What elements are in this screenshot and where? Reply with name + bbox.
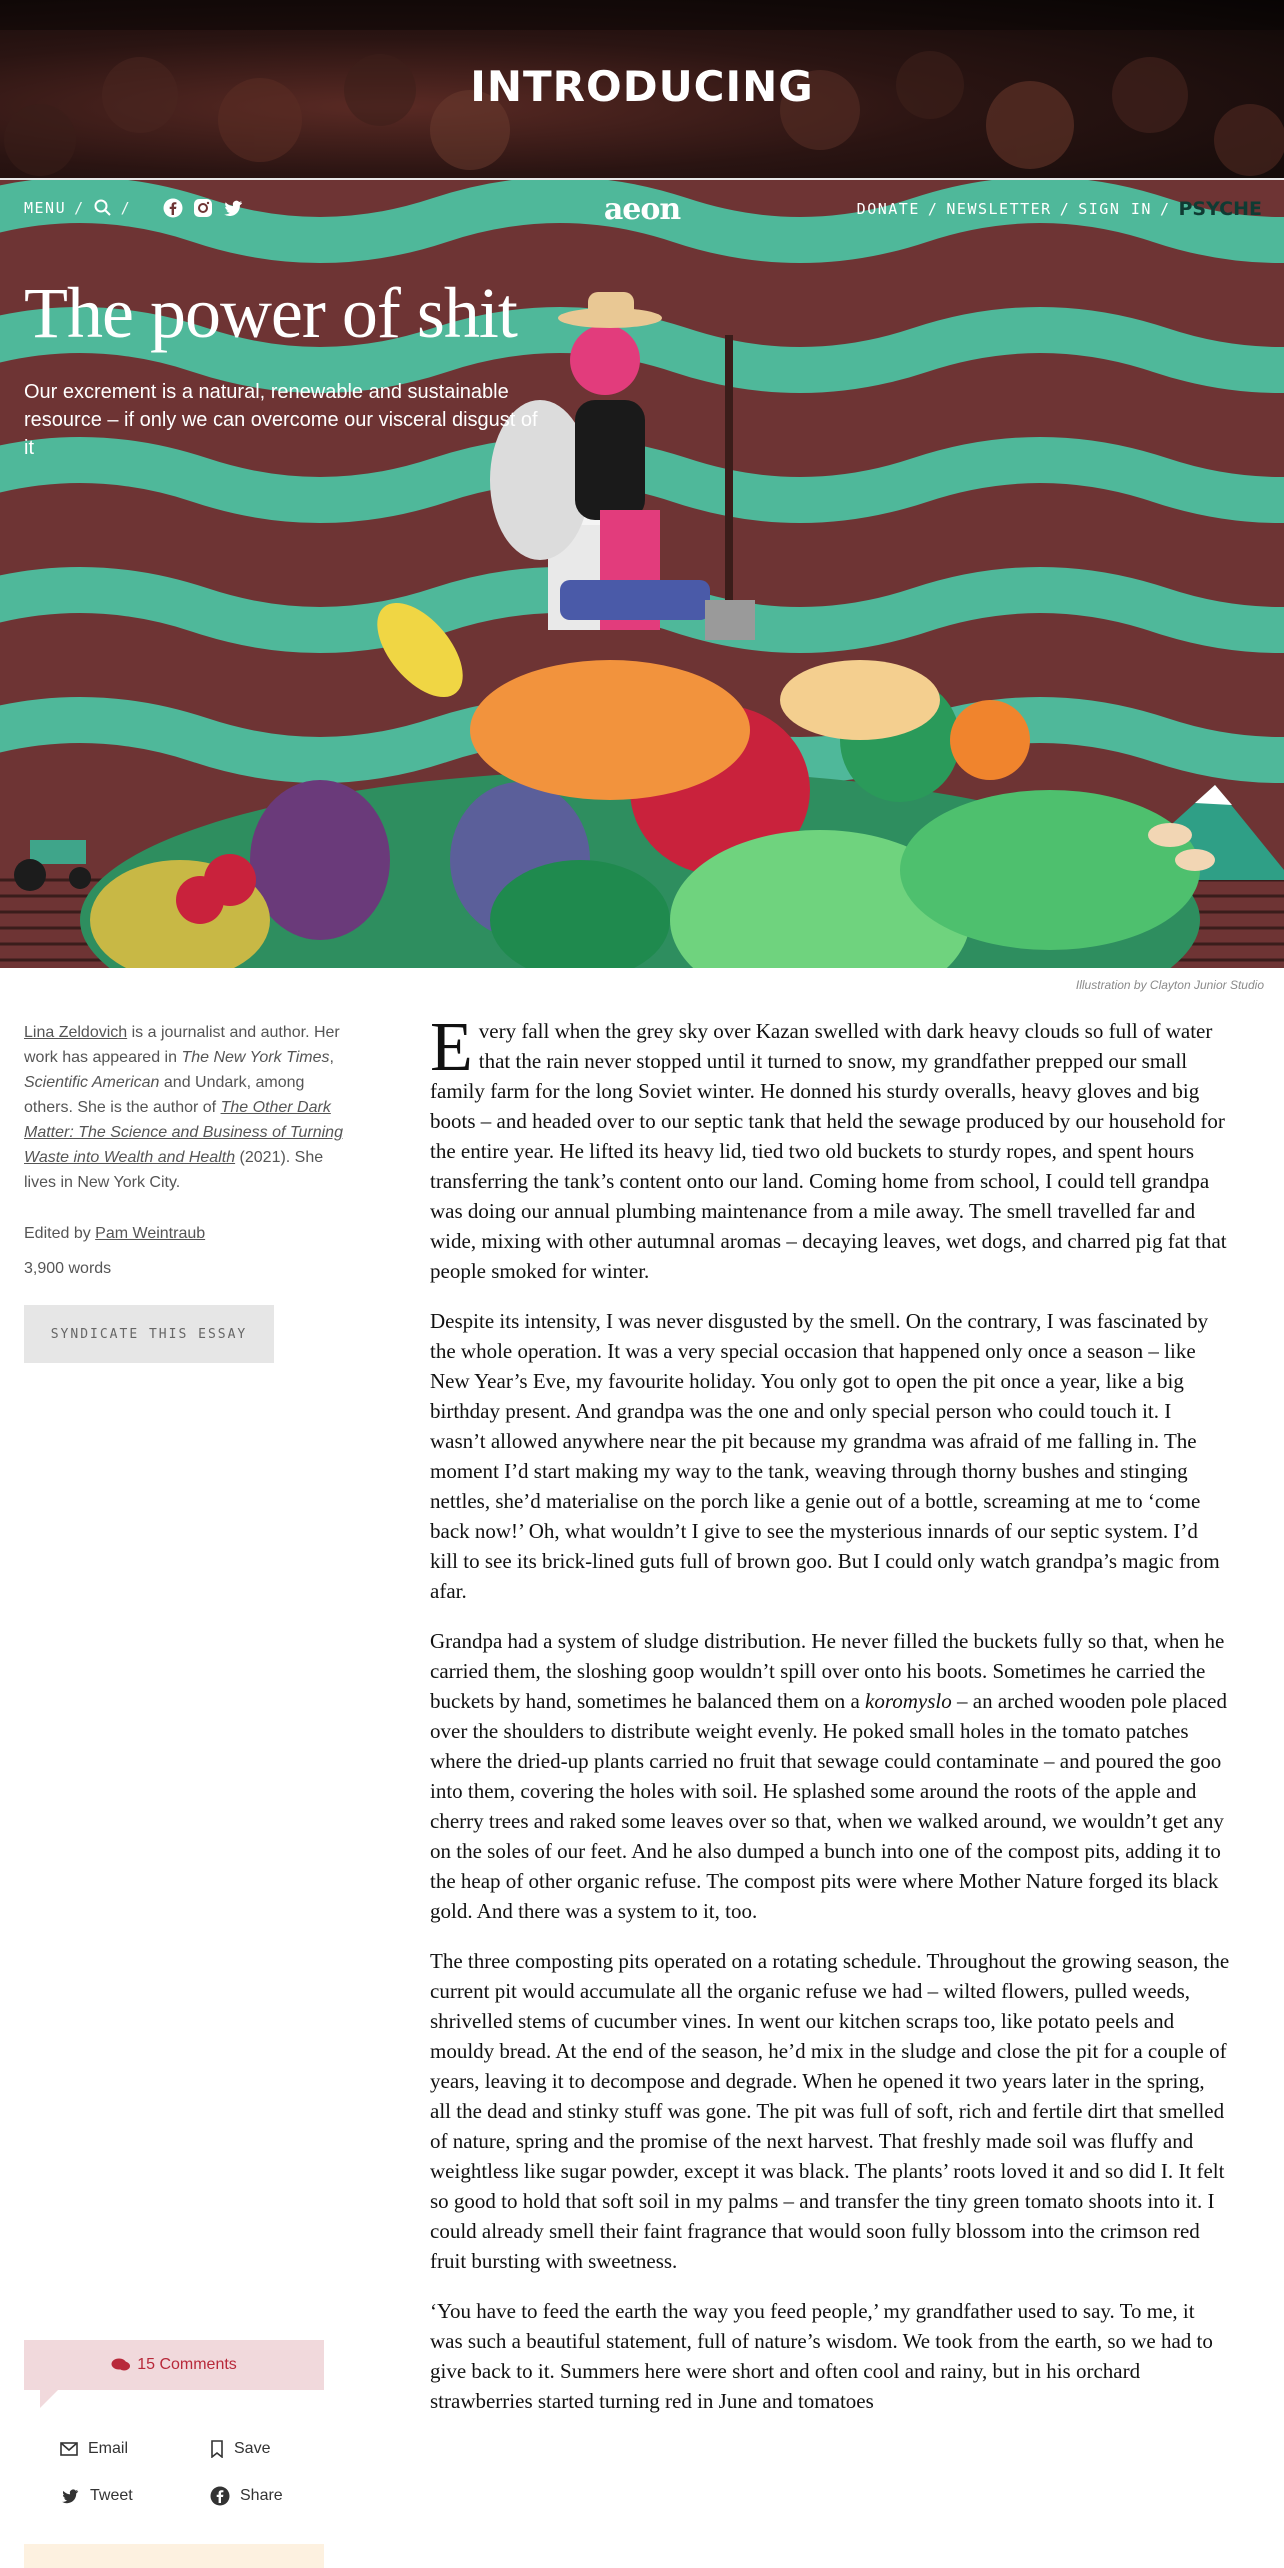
author-bio-text: is a journalist and author. Her work has appeared in — [24, 1024, 340, 1066]
author-bio-text: , — [329, 1049, 334, 1066]
article-paragraph: Every fall when the grey sky over Kazan swelled with dark heavy clouds so full of water that the rain never stopped until it turned to snow, my grandfather prepped our small family farm for the long Soviet winter. He donned his sturdy overalls, heavy gloves and big boots – and headed over to our septic tank that held the sewage produced by our household for the entire year. He lifted its heavy lid, tied two old buckets to sturdy ropes, and spent hours transferring the tank’s content onto our land. Coming home from school, I could tell grandpa was doing our annual plumbing maintenance from a mile away. The smell travelled far and wide, mixing with other autumnal aromas – decaying leaves, wet dogs, and charred pig fat that people smoked for winter. — [430, 1009, 1227, 1283]
twitter-icon — [60, 2487, 80, 2505]
top-nav — [0, 190, 1284, 230]
promo-banner[interactable] — [0, 0, 1284, 178]
article-body — [430, 1009, 1230, 2436]
nav-separator: / — [1059, 200, 1071, 218]
author-bio-text: and Undark, among others. She is the author of — [24, 1074, 305, 1116]
nav-separator: / — [927, 200, 939, 218]
hero — [0, 178, 1284, 968]
article-paragraph: Grandpa had a system of sludge distribution. He never filled the buckets fully so that, when he carried them, the sloshing goop wouldn’t spill over onto his boots. Sometimes he carried the buckets by hand, sometimes he balanced them on a koromyslo – an arched wooden pole placed over the shoulders to distribute weight evenly. He poked small holes in the tomato patches where the dried-up plants carried no fruit that sewage could contaminate – and poured the goo into them, covering the holes with soil. He splashed some around the roots of the apple and cherry trees and raked some leaves over so that, when we walked around, we wouldn’t get any on the soles of our feet. And he also dumped a bunch into one of the compost pits, adding it to the heap of other organic refuse. The compost pits were where Mother Nature forged its black gold. And there was a system to it, too. — [430, 1629, 1227, 1923]
psyche-logo[interactable]: PSYCHE — [1178, 198, 1262, 220]
nav-separator: / — [74, 199, 85, 217]
edited-by: Edited by Pam Weintraub — [24, 1225, 206, 1242]
author-bio-text: (2021). She lives in New York City. — [24, 1149, 324, 1191]
book-link[interactable]: The Other Dark Matter: The Science and Business of Turning Waste into Wealth and Health — [24, 1099, 343, 1166]
author-sidebar — [24, 1020, 354, 1363]
syndicate-button[interactable]: SYNDICATE THIS ESSAY — [24, 1305, 274, 1363]
nav-separator: / — [120, 199, 132, 217]
publication-name: The New York Times — [181, 1049, 330, 1066]
illustration-credit: Illustration by Clayton Junior Studio — [1075, 978, 1264, 992]
facebook-icon — [210, 2486, 230, 2506]
donate-link[interactable]: DONATE — [856, 200, 920, 218]
sign-in-link[interactable]: SIGN IN — [1078, 200, 1152, 218]
promo-title: INTRODUCING — [470, 62, 814, 111]
facebook-share-button[interactable]: Share — [210, 2486, 320, 2506]
share-actions — [60, 2440, 320, 2506]
envelope-icon — [60, 2442, 78, 2456]
publication-name: Scientific American — [24, 1074, 160, 1091]
word-count: 3,900 words — [24, 1260, 112, 1277]
menu-button[interactable]: MENU — [24, 199, 67, 217]
editor-link[interactable]: Pam Weintraub — [95, 1225, 206, 1242]
author-link[interactable]: Lina Zeldovich — [24, 1024, 128, 1041]
comments-label: 15 Comments — [137, 2356, 237, 2373]
article-paragraph: The three composting pits operated on a rotating schedule. Throughout the growing season, the current pit would accumulate all the organic refuse we had – wilted flowers, pulled weeds, shrivelled stems of cucumber vines. In went our kitchen scraps too, like potato peels and mouldy bread. At the end of the season, he’d mix in the sludge and close the pit for a couple of years, leaving it to decompose and degrade. When he opened it two years later in the spring, all the dead and stinky stuff was gone. The pit was full of soft, rich and fertile dirt that smelled of nature, spring and the promise of the next harvest. That freshly made soil was fluffy and weightless like sugar powder, except it was black. The plants’ roots loved it and so did I. It felt so good to hold that soft soil in my palms – and transfer the tiny green tomato shoots into it. I could already smell their faint fragrance that would soon fully blossom into the crimson red fruit bursting with sweetness. — [430, 1949, 1230, 2273]
drop-cap: E — [430, 1009, 473, 1086]
comments-icon — [111, 2357, 131, 2373]
nav-right — [857, 198, 1262, 220]
author-bio — [24, 1020, 354, 1195]
email-share-button[interactable]: Email — [60, 2440, 210, 2458]
article-title: The power of shit — [24, 273, 517, 353]
newsletter-link[interactable]: NEWSLETTER — [946, 200, 1052, 218]
article-paragraph: ‘You have to feed the earth the way you feed people,’ my grandfather used to say. To me, it was such a beautiful statement, full of nature’s wisdom. We took from the earth, so we had to give back to it. Summers here were short and often cool and rainy, but in his orchard strawberries started turning red in June and tomatoes — [430, 2299, 1213, 2413]
article-subtitle: Our excrement is a natural, renewable and sustainable resource – if only we can overcome our visceral disgust of it — [24, 381, 538, 459]
comments-button[interactable] — [24, 2340, 324, 2390]
bookmark-icon — [210, 2440, 224, 2458]
article-paragraph: Despite its intensity, I was never disgusted by the smell. On the contrary, I was fascinated by the whole operation. It was a very special occasion that happened only once a season – like New Year’s Eve, my favourite holiday. You only got to open the pit once a year, like a big birthday present. And grandpa was the one and only special person who could touch it. I wasn’t allowed anywhere near the pit because my grandma was afraid of me falling in. The moment I’d start making my way to the tank, weaving through thorny bushes and stinging nettles, she’d materialise on the porch like a genie out of a bottle, screaming at me to ‘come back now!’ Oh, what wouldn’t I give to see the mysterious innards of our septic system. I’d kill to see its brick-lined guts full of brown goo. But I could only watch grandpa’s magic from afar. — [430, 1309, 1220, 1603]
nav-separator: / — [1159, 200, 1171, 218]
promo-box — [24, 2544, 324, 2568]
save-button[interactable]: Save — [210, 2440, 320, 2458]
aeon-logo[interactable]: aeon — [603, 192, 681, 227]
tweet-button[interactable]: Tweet — [60, 2486, 210, 2506]
